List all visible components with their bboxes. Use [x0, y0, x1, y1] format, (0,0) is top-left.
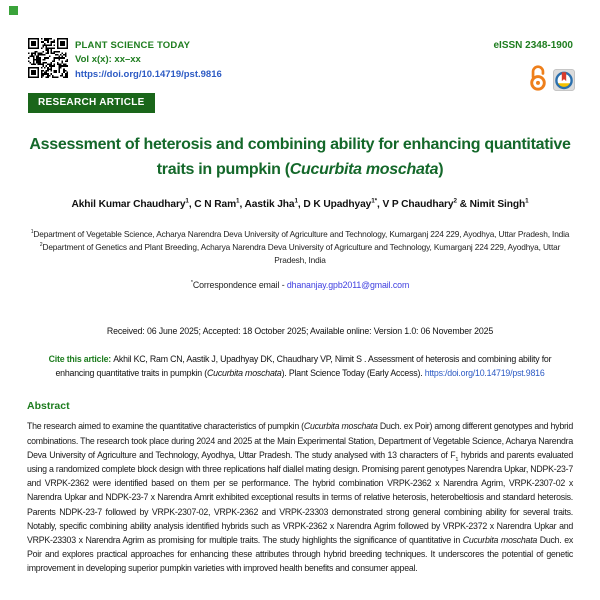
article-title: Assessment of heterosis and combining ability for enhancing quantitative traits in pumpkin (Cucurbita moschata) [29, 136, 571, 178]
crossmark-icon[interactable] [553, 69, 575, 96]
citation-block: Cite this article: Akhil KC, Ram CN, Aastik J, Upadhyay DK, Chaudhary VP, Nimit S . Assessment of heterosis and combining ability for enhancing quantitative traits in pumpkin (Cucurbita moschata). Plant Science Today (Early Access). https:/doi.org/10.14719/pst.9816 [48, 353, 552, 378]
article-type-badge: RESEARCH ARTICLE [28, 93, 155, 113]
journal-volume: Vol x(x): xx–xx [75, 53, 141, 65]
abstract-heading: Abstract [27, 400, 70, 413]
correspondence-line: *Correspondence email - dhananjay.gpb2011@gmail.com [190, 279, 410, 290]
abstract-text: The research aimed to examine the quantitative characteristics of pumpkin (Cucurbita moschata Duch. ex Poir) among different genotypes and hybrid combinations. The research took place during 2024 and 2025 at the Main Experimental Station, Department of Vegetable Science, Acharya Narendra Deva University of Agriculture and Technology, Ayodhya, Uttar Pradesh. The study analysed with 13 characters of $F_1$ hybrids and parents evaluated using a randomized complete block design with three replications half diallel mating design. Promising parent genotypes Narendra Upkar, NDPK-23-7 and VRPK-2362 were identified based on them per se performance. The hybrid combination VRPK-2362 x Narendra Agrim, VRPK-2307-02 x Narendra Upkar and NDPK-23-7 x Narendra Amrit exhibited exceptional results in terms of relative heterosis, heterobeltiosis and standard heterosis. Parents NDPK-23-7 followed by VRPK-2307-02, VRPK-2362 and VRPK-23303 demonstrated strong general combining ability for several traits. Notably, specific combining ability analysis identified hybrids such as VRPK-2362 x Narendra Agrim followed by VRPK-2372 x Narendra Upkar and VRPK-23303 x Narendra Agrim as promising for multiple traits. The study highlights the significance of quantitative in Cucurbita moschata Duch. ex Poir and explores practical approaches for enhancing these attributes through hybrid breeding techniques. It underscores the potential of genetic improvement in developing superior pumpkin varieties with improved health benefits and consumer appeal. [27, 421, 574, 574]
authors-line: Akhil Kumar Chaudhary$^1$, C N Ram$^1$, Aastik Jha$^1$, D K Upadhyay$^{1*}$, V P Chaudhary$^2$ & Nimit Singh$^1$ [71, 197, 529, 210]
affiliation-1: $^1$Department of Vegetable Science, Acharya Narendra Deva University of Agriculture and Technology, Kumarganj 224 229, Ayodhya, Uttar Pradesh, India [30, 229, 570, 239]
article-content [27, 126, 573, 576]
journal-name: PLANT SCIENCE TODAY [75, 40, 191, 51]
qr-code [28, 38, 68, 78]
affiliations [27, 228, 573, 267]
journal-doi-link[interactable]: https://doi.org/10.14719/pst.9816 [75, 69, 222, 80]
journal-eissn: eISSN 2348-1900 [493, 40, 573, 51]
affiliation-2: $^2$Department of Genetics and Plant Breeding, Acharya Narendra Deva University of Agriculture and Technology, Kumarganj 224 229, Ayodhya, Uttar Pradesh, India [39, 241, 561, 265]
header-icons [529, 64, 575, 96]
page-corner-mark [9, 6, 18, 15]
dates-line: Received: 06 June 2025; Accepted: 18 October 2025; Available online: Version 1.0: 06 November 2025 [106, 325, 494, 336]
open-access-icon [529, 64, 547, 96]
journal-meta [75, 39, 222, 82]
